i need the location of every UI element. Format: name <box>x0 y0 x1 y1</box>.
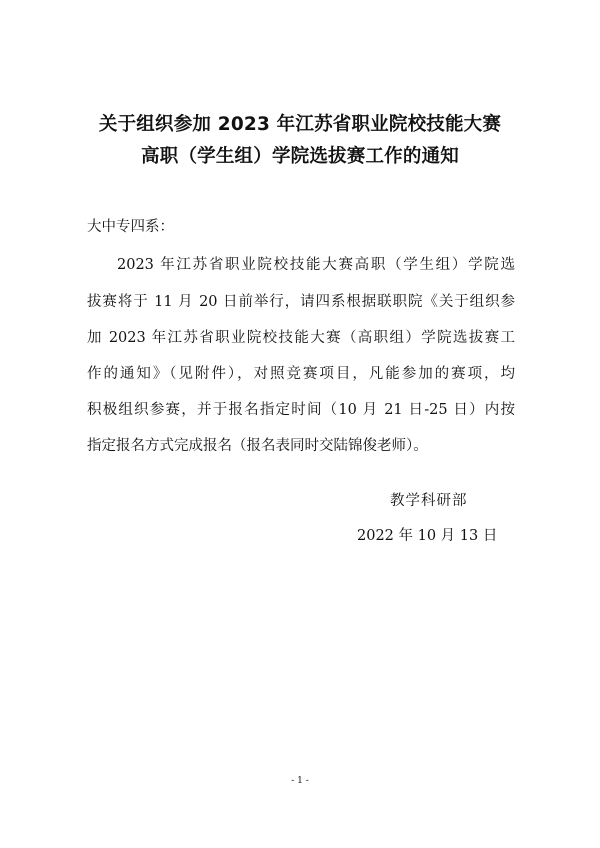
body-line-4: 作的通知》（见附件），对照竞赛项目，凡能参加的赛项，均 <box>87 366 515 382</box>
document-title-line-2: 高职（学生组）学院选拔赛工作的通知 <box>141 146 459 167</box>
body-line-5: 积极组织参赛，并于报名指定时间（10 月 21 日-25 日）内按 <box>87 402 515 418</box>
document-title-line-1: 关于组织参加 2023 年江苏省职业院校技能大赛 <box>98 114 502 135</box>
signing-date: 2022 年 10 月 13 日 <box>357 528 498 544</box>
body-line-6: 指定报名方式完成报名（报名表同时交陆锦俊老师）。 <box>87 438 428 454</box>
body-line-3: 加 2023 年江苏省职业院校技能大赛（高职组）学院选拔赛工 <box>87 330 515 346</box>
page-number: - 1 - <box>291 776 309 786</box>
salutation: 大中专四系： <box>87 219 174 235</box>
signing-department: 教学科研部 <box>390 493 468 509</box>
body-line-2: 拔赛将于 11 月 20 日前举行，请四系根据联职院《关于组织参 <box>87 294 515 310</box>
body-line-1: 2023 年江苏省职业院校技能大赛高职（学生组）学院选 <box>117 257 515 273</box>
